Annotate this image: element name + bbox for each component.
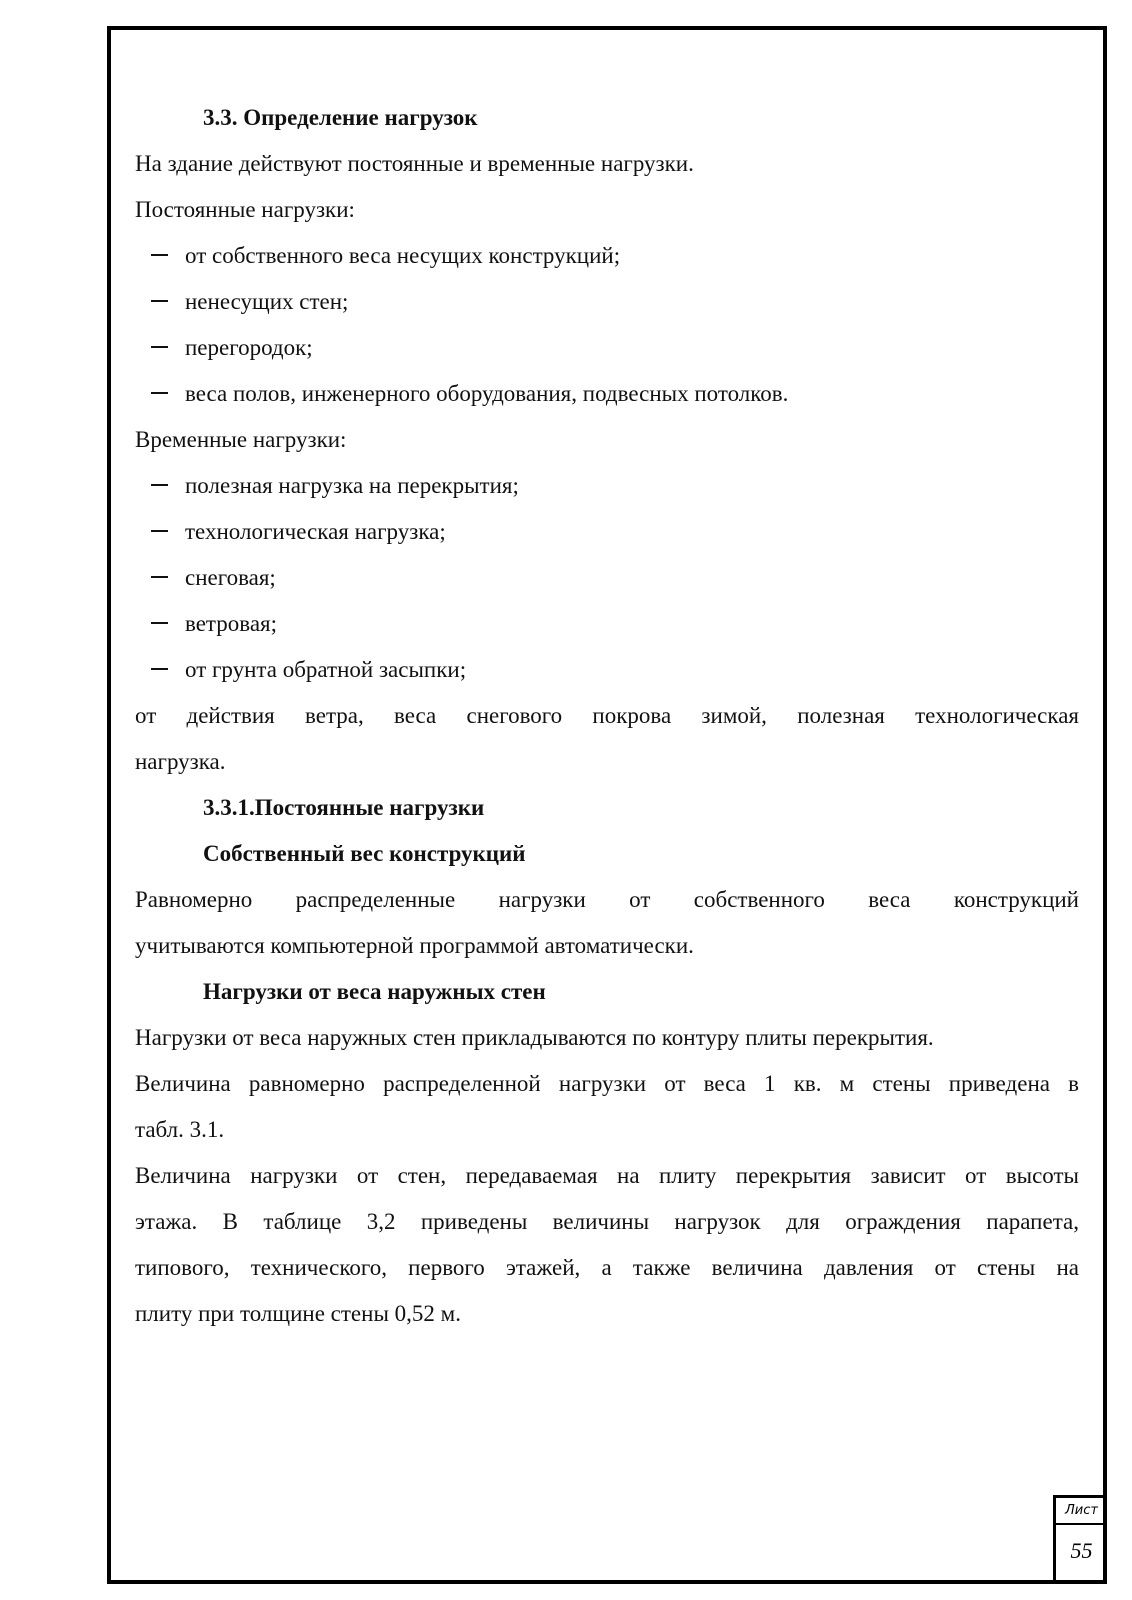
paragraph-line: этажа. В таблице 3,2 приведены величины нагрузок для ограждения парапета, bbox=[135, 1209, 1079, 1234]
paragraph-line: нагрузка. bbox=[135, 749, 226, 774]
subsection-heading: Нагрузки от веса наружных стен bbox=[203, 979, 546, 1004]
paragraph-line: плиту при толщине стены 0,52 м. bbox=[135, 1301, 461, 1326]
dash-bullet bbox=[151, 622, 168, 624]
dash-bullet bbox=[151, 254, 168, 256]
paragraph-line: Нагрузки от веса наружных стен прикладываются по контуру плиты перекрытия. bbox=[135, 1025, 934, 1050]
paragraph-line: табл. 3.1. bbox=[135, 1117, 225, 1142]
dash-bullet bbox=[151, 530, 168, 532]
temporary-loads-title: Временные нагрузки: bbox=[135, 427, 347, 452]
dash-bullet bbox=[151, 484, 168, 486]
paragraph-line: типового, технического, первого этажей, а также величина давления от стены на bbox=[135, 1255, 1079, 1280]
list-item: снеговая; bbox=[135, 555, 1079, 601]
page-number: 55 bbox=[1070, 1538, 1093, 1563]
dash-bullet bbox=[151, 300, 168, 302]
paragraph-line: Величина нагрузки от стен, передаваемая на плиту перекрытия зависит от высоты bbox=[135, 1163, 1079, 1188]
list-item: веса полов, инженерного оборудования, подвесных потолков. bbox=[135, 371, 1079, 417]
sheet-label: Лист bbox=[1056, 1498, 1107, 1525]
paragraph-line: Равномерно распределенные нагрузки от собственного веса конструкций bbox=[135, 887, 1079, 912]
list-item: от собственного веса несущих конструкций; bbox=[135, 233, 1079, 279]
paragraph-line: Величина равномерно распределенной нагрузки от веса 1 кв. м стены приведена в bbox=[135, 1071, 1079, 1096]
section-heading: 3.3. Определение нагрузок bbox=[203, 105, 478, 130]
sheet-stamp bbox=[1053, 1495, 1107, 1584]
dash-bullet bbox=[151, 392, 168, 394]
subsection-heading: Собственный вес конструкций bbox=[203, 841, 526, 866]
subsection-heading: 3.3.1.Постоянные нагрузки bbox=[203, 795, 485, 820]
dash-bullet bbox=[151, 576, 168, 578]
permanent-loads-title: Постоянные нагрузки: bbox=[135, 197, 355, 222]
dash-bullet bbox=[151, 668, 168, 670]
list-item: технологическая нагрузка; bbox=[135, 509, 1079, 555]
list-item: от грунта обратной засыпки; bbox=[135, 647, 1079, 693]
list-item: полезная нагрузка на перекрытия; bbox=[135, 463, 1079, 509]
list-item: ненесущих стен; bbox=[135, 279, 1079, 325]
document-body bbox=[135, 95, 1079, 1337]
list-item: перегородок; bbox=[135, 325, 1079, 371]
dash-bullet bbox=[151, 346, 168, 348]
list-item: ветровая; bbox=[135, 601, 1079, 647]
paragraph-line: от действия ветра, веса снегового покрова зимой, полезная технологическая bbox=[135, 703, 1079, 728]
paragraph-line: учитываются компьютерной программой автоматически. bbox=[135, 933, 694, 958]
intro-text: На здание действуют постоянные и временные нагрузки. bbox=[135, 151, 694, 176]
